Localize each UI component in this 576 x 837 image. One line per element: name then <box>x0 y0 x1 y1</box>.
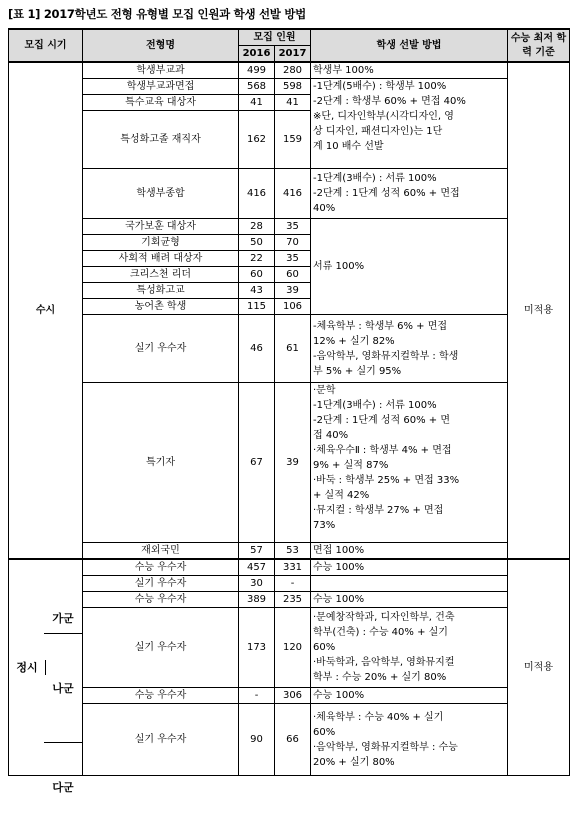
method-line: 접 40% <box>313 430 349 441</box>
method-line: ·바둑학과, 음악학부, 영화뮤지컬 <box>313 657 455 668</box>
quota-2016: 50 <box>239 235 275 251</box>
method-text <box>311 383 508 543</box>
type-name: 특수교육 대상자 <box>83 95 239 111</box>
method-text <box>311 79 508 169</box>
method-text: 학생부 100% <box>311 62 508 79</box>
section-jeongsi-label: 정시 <box>9 660 46 675</box>
quota-2016: 41 <box>239 95 275 111</box>
method-text: 수능 100% <box>311 688 508 704</box>
method-line: -2단계 : 1단계 성적 60% + 면접 <box>313 188 460 199</box>
method-line: -2단계 : 학생부 60% + 면접 40% <box>313 96 466 107</box>
quota-2017: 41 <box>275 95 311 111</box>
quota-2017: 60 <box>275 267 311 283</box>
header-period: 모집 시기 <box>9 29 83 62</box>
method-line: 상 디자인, 패션디자인)는 1단 <box>313 126 443 137</box>
method-line: 20% + 실기 80% <box>313 756 395 768</box>
method-line: ·문학 <box>313 385 336 396</box>
method-text <box>311 315 508 383</box>
quota-2017: 416 <box>275 169 311 219</box>
method-line: -1단계(3배수) : 서류 100% <box>313 400 437 411</box>
quota-2017: 120 <box>275 608 311 688</box>
minimum-susi: 미적용 <box>508 62 570 559</box>
type-name: 실기 우수자 <box>83 315 239 383</box>
header-quota: 모집 인원 <box>239 29 311 46</box>
type-name: 실기 우수자 <box>83 576 239 592</box>
quota-2017: 159 <box>275 111 311 169</box>
method-line: 9% + 실적 87% <box>313 460 389 471</box>
method-line: ※단, 디자인학부(시각디자인, 영 <box>313 111 454 122</box>
group-column <box>44 602 82 830</box>
admission-table <box>8 28 570 776</box>
quota-2017: 35 <box>275 251 311 267</box>
type-name: 수능 우수자 <box>83 592 239 608</box>
type-name: 학생부종합 <box>83 169 239 219</box>
quota-2016: 416 <box>239 169 275 219</box>
quota-2017: 39 <box>275 283 311 299</box>
method-text <box>311 704 508 776</box>
quota-2016: 457 <box>239 559 275 576</box>
quota-2016: - <box>239 688 275 704</box>
method-text <box>311 608 508 688</box>
method-line: -음악학부, 영화뮤지컬학부 : 학생 <box>313 350 459 362</box>
type-name: 농어촌 학생 <box>83 299 239 315</box>
type-name: 실기 우수자 <box>83 608 239 688</box>
minimum-jeongsi: 미적용 <box>508 559 570 776</box>
header-minimum: 수능 최저 학력 기준 <box>508 29 570 62</box>
method-line: -2단계 : 1단계 성적 60% + 면 <box>313 415 450 426</box>
quota-2017: 70 <box>275 235 311 251</box>
method-line: 부 5% + 실기 95% <box>313 365 402 377</box>
method-line: 60% <box>313 642 336 653</box>
quota-2016: 90 <box>239 704 275 776</box>
method-text <box>311 169 508 219</box>
quota-2016: 60 <box>239 267 275 283</box>
header-type: 전형명 <box>83 29 239 62</box>
quota-2016: 499 <box>239 62 275 79</box>
quota-2017: 35 <box>275 219 311 235</box>
method-line: 학부 : 수능 20% + 실기 80% <box>313 672 447 683</box>
type-name: 사회적 배려 대상자 <box>83 251 239 267</box>
type-name: 크리스천 리더 <box>83 267 239 283</box>
quota-2016: 389 <box>239 592 275 608</box>
method-text: 수능 100% <box>311 592 508 608</box>
quota-2017: 331 <box>275 559 311 576</box>
type-name: 기회균형 <box>83 235 239 251</box>
method-line: 계 10 배수 선발 <box>313 141 384 152</box>
table-caption: [표 1] 2017학년도 전형 유형별 모집 인원과 학생 선발 방법 <box>8 7 306 21</box>
quota-2016: 115 <box>239 299 275 315</box>
method-line: -체육학부 : 학생부 6% + 면접 <box>313 320 448 332</box>
quota-2017: 235 <box>275 592 311 608</box>
method-line: ·바둑 : 학생부 25% + 면접 33% <box>313 475 460 486</box>
quota-2017: 66 <box>275 704 311 776</box>
quota-2017: 106 <box>275 299 311 315</box>
quota-2016: 43 <box>239 283 275 299</box>
type-name: 학생부교과 <box>83 62 239 79</box>
method-line: ·체육학부 : 수능 40% + 실기 <box>313 711 444 723</box>
method-line: 12% + 실기 82% <box>313 335 395 347</box>
type-name: 학생부교과면접 <box>83 79 239 95</box>
method-text <box>311 576 508 592</box>
method-text: 수능 100% <box>311 559 508 576</box>
method-line: ·체육우수Ⅱ : 학생부 4% + 면접 <box>313 445 452 456</box>
group-da: 다군 <box>52 780 74 794</box>
header-method: 학생 선발 방법 <box>311 29 508 62</box>
method-line: -1단계(5배수) : 학생부 100% <box>313 81 447 92</box>
quota-2016: 162 <box>239 111 275 169</box>
quota-2016: 28 <box>239 219 275 235</box>
quota-2016: 57 <box>239 543 275 560</box>
type-name: 실기 우수자 <box>83 704 239 776</box>
type-name: 특성화고졸 재직자 <box>83 111 239 169</box>
type-name: 수능 우수자 <box>83 688 239 704</box>
method-text: 면접 100% <box>311 543 508 560</box>
quota-2017: 61 <box>275 315 311 383</box>
header-2017: 2017 <box>275 46 311 63</box>
method-line: 73% <box>313 520 336 531</box>
quota-2017: 280 <box>275 62 311 79</box>
quota-2017: 39 <box>275 383 311 543</box>
type-name: 재외국민 <box>83 543 239 560</box>
method-line: ·뮤지컬 : 학생부 27% + 면접 <box>313 505 444 516</box>
method-line: ·음악학부, 영화뮤지컬학부 : 수능 <box>313 741 458 753</box>
quota-2016: 30 <box>239 576 275 592</box>
group-na: 나군 <box>44 634 82 743</box>
method-line: 40% <box>313 203 336 214</box>
header-2016: 2016 <box>239 46 275 63</box>
type-name: 특성화고교 <box>83 283 239 299</box>
quota-2016: 46 <box>239 315 275 383</box>
type-name: 국가보훈 대상자 <box>83 219 239 235</box>
quota-2016: 22 <box>239 251 275 267</box>
quota-2016: 173 <box>239 608 275 688</box>
method-text: 서류 100% <box>311 219 508 315</box>
method-line: + 실적 42% <box>313 490 370 501</box>
quota-2017: 598 <box>275 79 311 95</box>
section-susi: 수시 <box>9 62 83 559</box>
method-line: ·문예창작학과, 디자인학부, 건축 <box>313 612 455 623</box>
quota-2016: 67 <box>239 383 275 543</box>
quota-2017: 53 <box>275 543 311 560</box>
quota-2017: - <box>275 576 311 592</box>
type-name: 수능 우수자 <box>83 559 239 576</box>
method-line: -1단계(3배수) : 서류 100% <box>313 173 437 184</box>
quota-2016: 568 <box>239 79 275 95</box>
quota-2017: 306 <box>275 688 311 704</box>
method-line: 60% <box>313 726 336 738</box>
group-ga: 가군 <box>44 602 82 634</box>
type-name: 특기자 <box>83 383 239 543</box>
method-line: 학부(건축) : 수능 40% + 실기 <box>313 627 448 638</box>
